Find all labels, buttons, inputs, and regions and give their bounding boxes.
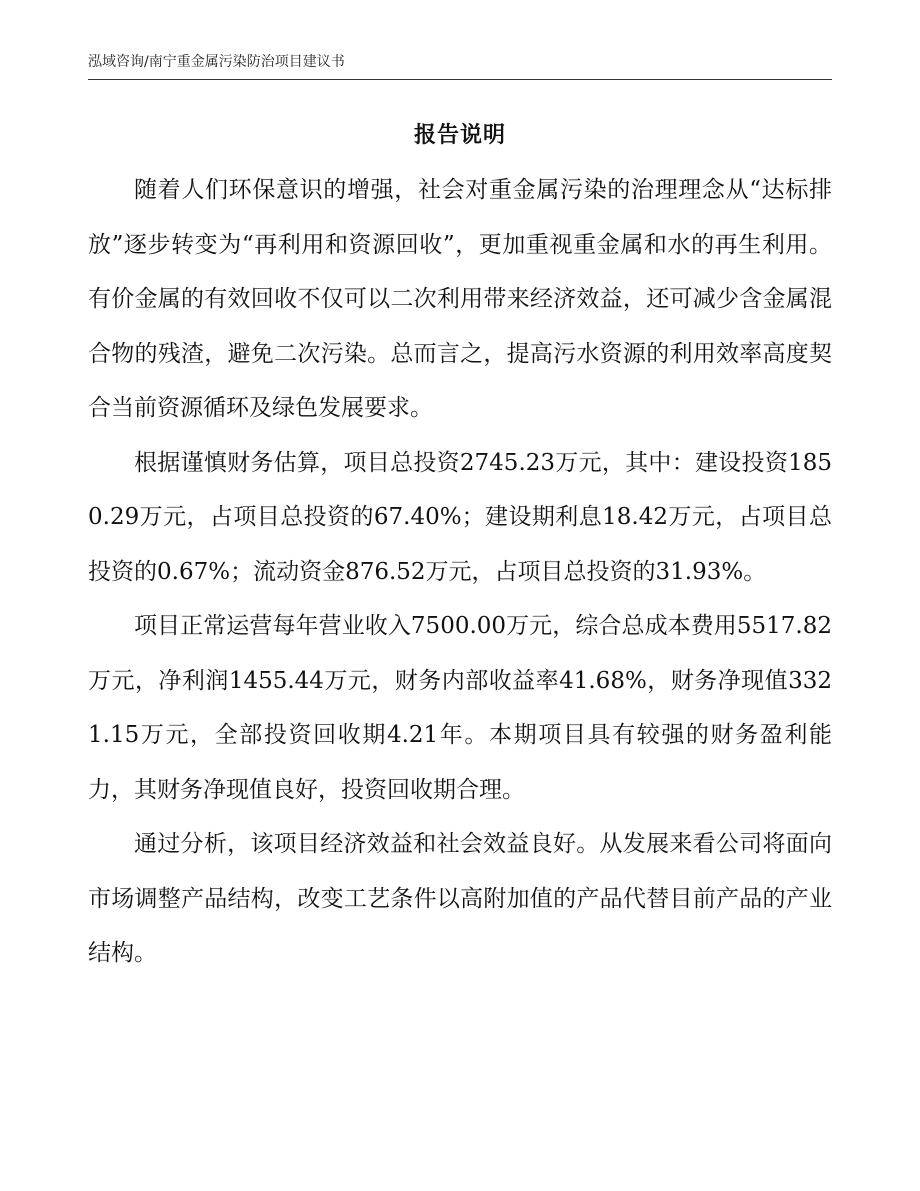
paragraph-investment: 根据谨慎财务估算，项目总投资2745.23万元，其中：建设投资1850.29万元，占项目总投资的67.40%；建设期利息18.42万元，占项目总投资的0.67%；流动资金876.52万元，占项目总投资的31.93%。 — [88, 449, 832, 585]
paragraph-background: 随着人们环保意识的增强，社会对重金属污染的治理理念从“达标排放”逐步转变为“再利用和资源回收”，更加重视重金属和水的再生利用。有价金属的有效回收不仅可以二次利用带来经济效益，还可减少含金属混合物的残渣，避免二次污染。总而言之，提高污水资源的利用效率高度契合当前资源循环及绿色发展要求。 — [88, 177, 832, 421]
paragraph-financials: 项目正常运营每年营业收入7500.00万元，综合总成本费用5517.82万元，净利润1455.44万元，财务内部收益率41.68%，财务净现值3321.15万元，全部投资回收期4.21年。本期项目具有较强的财务盈利能力，其财务净现值良好，投资回收期合理。 — [88, 613, 832, 803]
body-text — [88, 163, 832, 981]
header-divider — [88, 79, 832, 80]
paragraph-conclusion: 通过分析，该项目经济效益和社会效益良好。从发展来看公司将面向市场调整产品结构，改变工艺条件以高附加值的产品代替目前产品的产业结构。 — [88, 831, 832, 966]
section-title: 报告说明 — [413, 123, 506, 148]
running-header: 泓域咨询/南宁重金属污染防治项目建议书 — [88, 54, 345, 70]
